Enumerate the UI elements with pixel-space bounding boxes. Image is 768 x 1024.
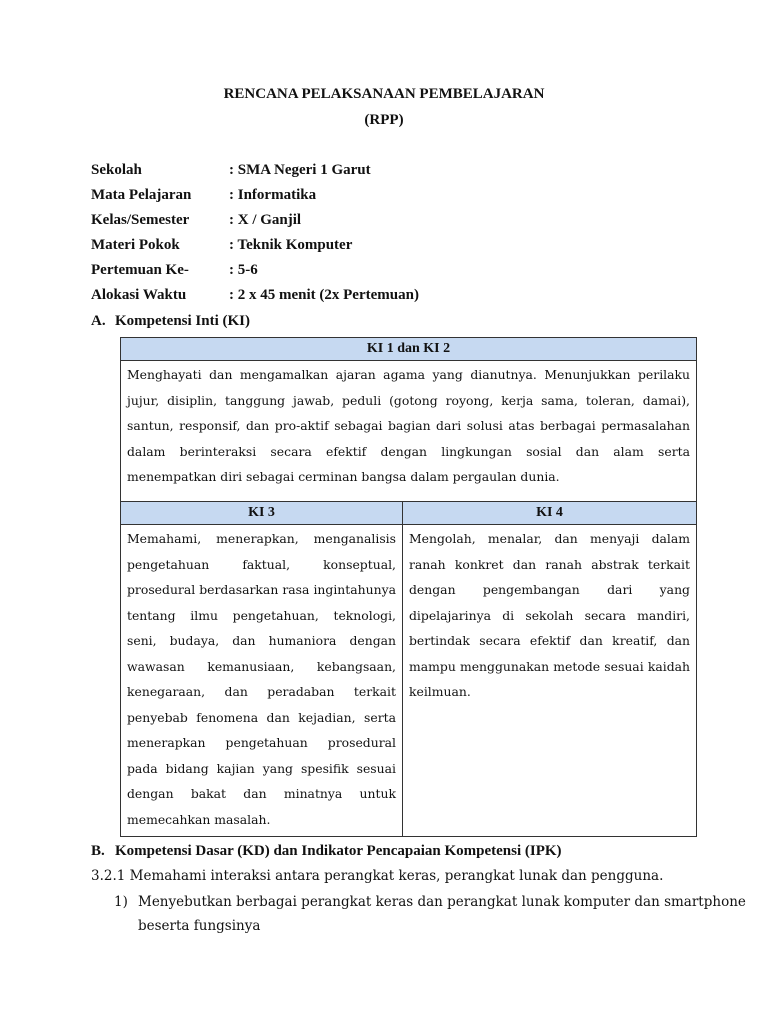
info-label-kelas-semester: Kelas/Semester [91,212,190,228]
info-value-mata-pelajaran: : Informatika [229,187,317,203]
ki3-text: Memahami, menerapkan, menganalisis pengetahuan faktual, konseptual, prosedural berdasarkan rasa ingintahunya tentang ilmu pengetahuan, teknologi, seni, budaya, dan humaniora dengan wawasan kemanusiaan, kebangsaan, kenegaraan, dan peradaban terkait penyebab fenomena dan kejadian, serta menerapkan pengetahuan prosedural pada bidang kajian yang spesifik sesuai dengan bakat dan minatnya untuk memecahkan masalah. [121,525,403,837]
ki4-text: Mengolah, menalar, dan menyaji dalam ranah konkret dan ranah abstrak terkait dengan pengembangan dari yang dipelajarinya di sekolah secara mandiri, bertindak secara efektif dan kreatif, dan mampu menggunakan metode sesuai kaidah keilmuan. [403,525,697,837]
indicator-number: 1) [114,894,128,910]
indicator-line-1: Menyebutkan berbagai perangkat keras dan perangkat lunak komputer dan smartphone [138,894,746,910]
ki4-header: KI 4 [403,502,697,525]
ki12-header: KI 1 dan KI 2 [121,338,697,361]
ki-table [120,337,697,837]
info-label-alokasi-waktu: Alokasi Waktu [91,287,187,303]
info-value-sekolah: : SMA Negeri 1 Garut [229,162,371,178]
section-b-heading [91,843,562,860]
section-b-title: Kompetensi Dasar (KD) dan Indikator Pencapaian Kompetensi (IPK) [115,843,562,859]
info-label-mata-pelajaran: Mata Pelajaran [91,187,192,203]
section-a-heading [91,313,250,330]
info-label-pertemuan: Pertemuan Ke- [91,262,189,278]
info-value-pertemuan: : 5-6 [229,262,258,278]
ki12-text: Menghayati dan mengamalkan ajaran agama yang dianutnya. Menunjukkan perilaku jujur, disiplin, tanggung jawab, peduli (gotong royong, kerja sama, toleran, damai), santun, responsif, dan pro-aktif sebagai bagian dari solusi atas berbagai permasalahan dalam berinteraksi secara efektif dengan lingkungan sosial dan alam serta menempatkan diri sebagai cerminan bangsa dalam pergaulan dunia. [121,361,697,502]
document-title: RENCANA PELAKSANAAN PEMBELAJARAN [223,86,545,102]
ki3-header: KI 3 [121,502,403,525]
indicator-line-2: beserta fungsinya [138,918,261,934]
info-value-kelas-semester: : X / Ganjil [229,212,302,228]
info-label-materi-pokok: Materi Pokok [91,237,180,253]
section-b-number: B. [91,843,105,859]
document-subtitle: (RPP) [364,112,404,128]
info-label-sekolah: Sekolah [91,162,142,178]
section-a-number: A. [91,313,106,329]
section-a-title: Kompetensi Inti (KI) [115,313,250,329]
info-value-materi-pokok: : Teknik Komputer [229,237,353,253]
kd-item: 3.2.1 Memahami interaksi antara perangkat keras, perangkat lunak dan pengguna. [91,868,664,884]
info-value-alokasi-waktu: : 2 x 45 menit (2x Pertemuan) [229,287,419,303]
